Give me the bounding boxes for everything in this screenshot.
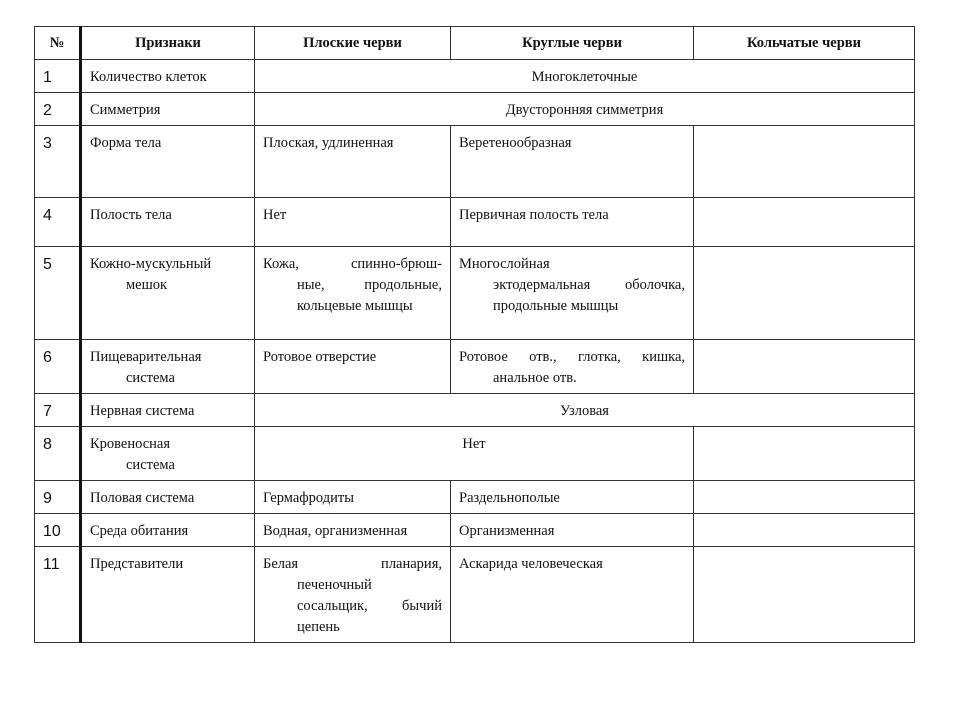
feature-cell: Нервная система — [81, 394, 255, 427]
feature-cell: Количество клеток — [81, 60, 255, 93]
row-number: 10 — [35, 514, 81, 547]
row-number: 8 — [35, 427, 81, 481]
annelids-cell — [694, 247, 915, 340]
row-number: 11 — [35, 547, 81, 643]
annelids-cell — [694, 481, 915, 514]
row-number: 4 — [35, 198, 81, 247]
flatworms-cell: Гермафродиты — [255, 481, 451, 514]
feature-cell: Симметрия — [81, 93, 255, 126]
roundworms-cell: Раздельнополые — [451, 481, 694, 514]
row-number: 3 — [35, 126, 81, 198]
flatworms-cell: Плоская, удлиненная — [255, 126, 451, 198]
feature-line-1: Пищеварительная — [90, 349, 202, 365]
table-row — [35, 547, 915, 643]
header-number: № — [35, 27, 81, 60]
header-flatworms: Плоские черви — [255, 27, 451, 60]
feature-cell — [81, 247, 255, 340]
feature-line-1: Кожно-мускульный — [90, 256, 212, 272]
feature-line-2: система — [126, 370, 175, 386]
feature-line-1: Кровеносная — [90, 436, 171, 452]
document-page — [34, 26, 914, 635]
flatworms-cell — [255, 247, 451, 340]
flatworms-cell — [255, 547, 451, 643]
table-row — [35, 126, 915, 198]
flat-line-1: Белая планария, — [263, 556, 442, 572]
annelids-cell — [694, 198, 915, 247]
table-row — [35, 427, 915, 481]
annelids-cell — [694, 126, 915, 198]
merged-value-cell: Многоклеточные — [255, 60, 915, 93]
table-row — [35, 93, 915, 126]
row-number: 5 — [35, 247, 81, 340]
feature-cell — [81, 340, 255, 394]
table-row — [35, 514, 915, 547]
roundworms-cell: Аскарида человеческая — [451, 547, 694, 643]
annelids-cell — [694, 427, 915, 481]
table-row — [35, 198, 915, 247]
row-number: 7 — [35, 394, 81, 427]
header-annelids: Кольчатые черви — [694, 27, 915, 60]
roundworms-cell — [451, 247, 694, 340]
feature-line-2: система — [126, 457, 175, 473]
table-row — [35, 481, 915, 514]
feature-cell: Полость тела — [81, 198, 255, 247]
feature-cell: Представители — [81, 547, 255, 643]
flatworms-cell: Ротовое отверстие — [255, 340, 451, 394]
row-number: 9 — [35, 481, 81, 514]
flat-line-1: Кожа, спинно-брюш- — [263, 256, 442, 272]
merged-value-cell: Двусторонняя симметрия — [255, 93, 915, 126]
flatworms-cell: Нет — [255, 198, 451, 247]
round-line-1: Многослойная — [459, 256, 550, 272]
worms-comparison-table — [34, 26, 915, 643]
annelids-cell — [694, 514, 915, 547]
round-line-1: Ротовое отв., глотка, кишка, — [459, 349, 685, 365]
merged-value-cell: Узловая — [255, 394, 915, 427]
table-row — [35, 60, 915, 93]
row-number: 2 — [35, 93, 81, 126]
roundworms-cell — [451, 340, 694, 394]
roundworms-cell: Веретенообразная — [451, 126, 694, 198]
header-roundworms: Круглые черви — [451, 27, 694, 60]
feature-line-2: мешок — [126, 277, 168, 293]
header-row — [35, 27, 915, 60]
roundworms-cell: Организменная — [451, 514, 694, 547]
header-feature: Признаки — [81, 27, 255, 60]
row-number: 6 — [35, 340, 81, 394]
row-number: 1 — [35, 60, 81, 93]
round-line-2: анальное отв. — [493, 370, 577, 386]
table-row — [35, 394, 915, 427]
roundworms-cell: Первичная полость тела — [451, 198, 694, 247]
flat-line-2: ные, продольные, кольцевые мышцы — [297, 277, 442, 314]
round-line-2: эктодермальная оболочка, продольные мышцы — [493, 277, 685, 314]
feature-cell: Среда обитания — [81, 514, 255, 547]
flat-line-2: печеночный сосальщик, бычий цепень — [297, 577, 442, 635]
feature-cell: Половая система — [81, 481, 255, 514]
annelids-cell — [694, 340, 915, 394]
table-row — [35, 340, 915, 394]
merged-value-cell: Нет — [255, 427, 694, 481]
table-row — [35, 247, 915, 340]
feature-cell — [81, 427, 255, 481]
feature-cell: Форма тела — [81, 126, 255, 198]
flatworms-cell: Водная, организменная — [255, 514, 451, 547]
annelids-cell — [694, 547, 915, 643]
